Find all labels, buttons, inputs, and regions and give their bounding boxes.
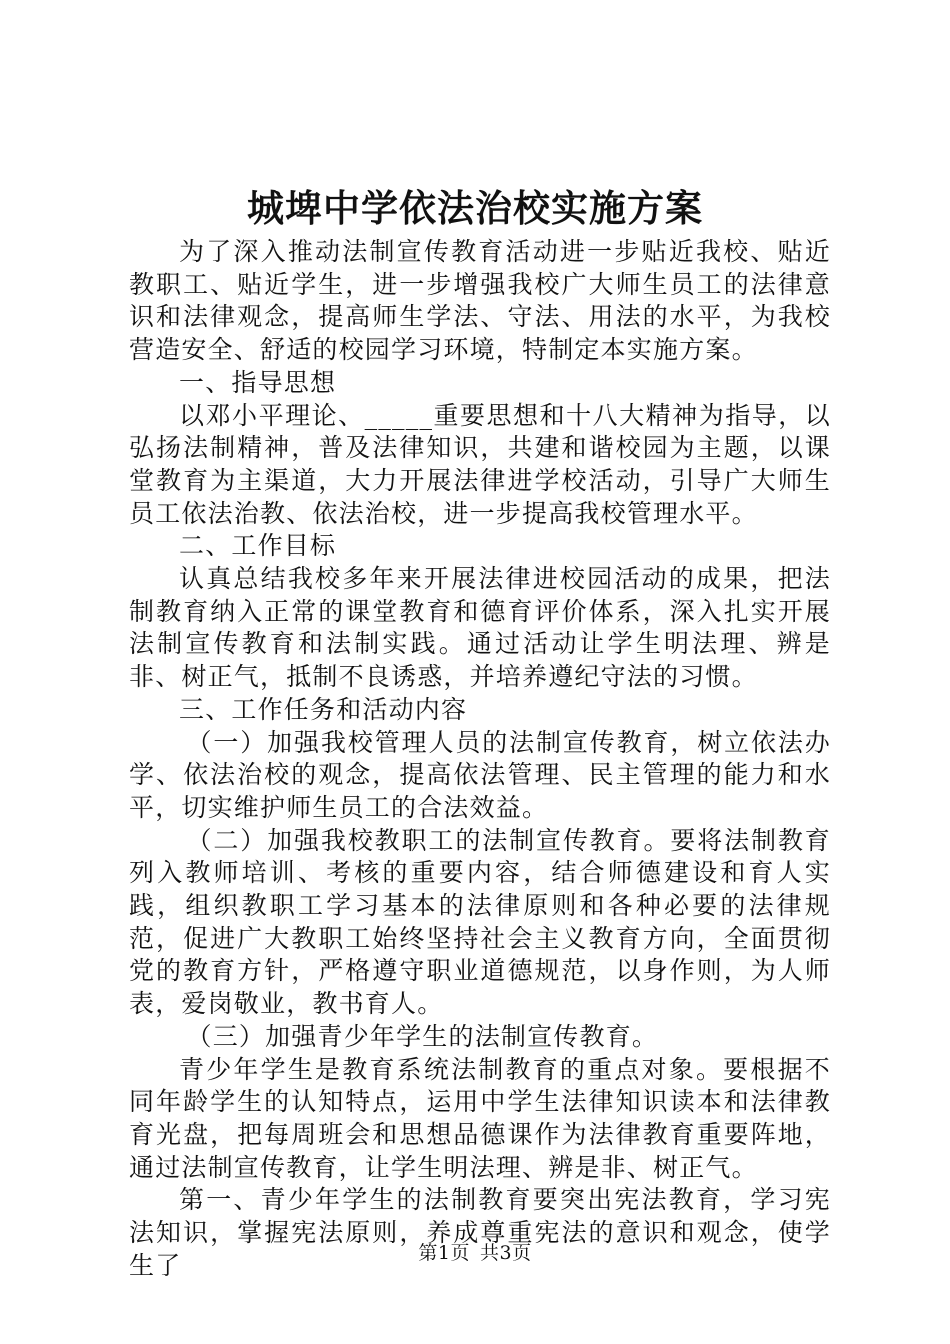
document-body: [129, 236, 831, 1283]
section-heading-tasks: 三、工作任务和活动内容: [179, 694, 468, 724]
task-item-2: （二）加强我校教职工的法制宣传教育。要将法制教育列入教师培训、考核的重要内容，结合师德建设和育人实践，组织教职工学习基本的法律原则和各种必要的法律规范，促进广大教职工始终坚持社会主义教育方向，全面贯彻党的教育方针，严格遵守职业道德规范，以身作则，为人师表，爱岗敬业，教书育人。: [129, 825, 831, 1019]
work-goals-paragraph: 认真总结我校多年来开展法律进校园活动的成果，把法制教育纳入正常的课堂教育和德育评价体系，深入扎实开展法制宣传教育和法制实践。通过活动让学生明法理、辨是非、树正气，抵制不良诱惑，并培养遵纪守法的习惯。: [129, 564, 831, 692]
page-footer: [0, 1240, 950, 1266]
intro-paragraph: 为了深入推动法制宣传教育活动进一步贴近我校、贴近教职工、贴近学生，进一步增强我校广大师生员工的法律意识和法律观念，提高师生学法、守法、用法的水平，为我校营造安全、舒适的校园学习环境，特制定本实施方案。: [129, 237, 831, 365]
section-heading-work-goals: 二、工作目标: [179, 531, 337, 561]
page-total: 共3页: [480, 1242, 532, 1264]
task-item-1: （一）加强我校管理人员的法制宣传教育，树立依法办学、依法治校的观念，提高依法管理、民主管理的能力和水平，切实维护师生员工的合法效益。: [129, 727, 831, 822]
student-education-paragraph: 青少年学生是教育系统法制教育的重点对象。要根据不同年龄学生的认知特点，运用中学生法律知识读本和法律教育光盘，把每周班会和思想品德课作为法律教育重要阵地，通过法制宣传教育，让学生明法理、辨是非、树正气。: [129, 1054, 831, 1182]
document-title: 城埤中学依法治校实施方案: [247, 186, 703, 230]
task-item-3-heading: （三）加强青少年学生的法制宣传教育。: [186, 1021, 659, 1051]
page-number: 第1页: [418, 1242, 470, 1264]
guiding-thought-paragraph: 以邓小平理论、_____重要思想和十八大精神为指导，以弘扬法制精神，普及法律知识，共建和谐校园为主题，以课堂教育为主渠道，大力开展法律进学校活动，引导广大师生员工依法治教、依法治校，进一步提高我校管理水平。: [129, 400, 831, 528]
constitution-education-paragraph: 第一、青少年学生的法制教育要突出宪法教育，学习宪法知识，掌握宪法原则，养成尊重宪法的意识和观念，使学生了: [129, 1185, 831, 1280]
section-heading-guiding-thought: 一、指导思想: [179, 367, 337, 397]
